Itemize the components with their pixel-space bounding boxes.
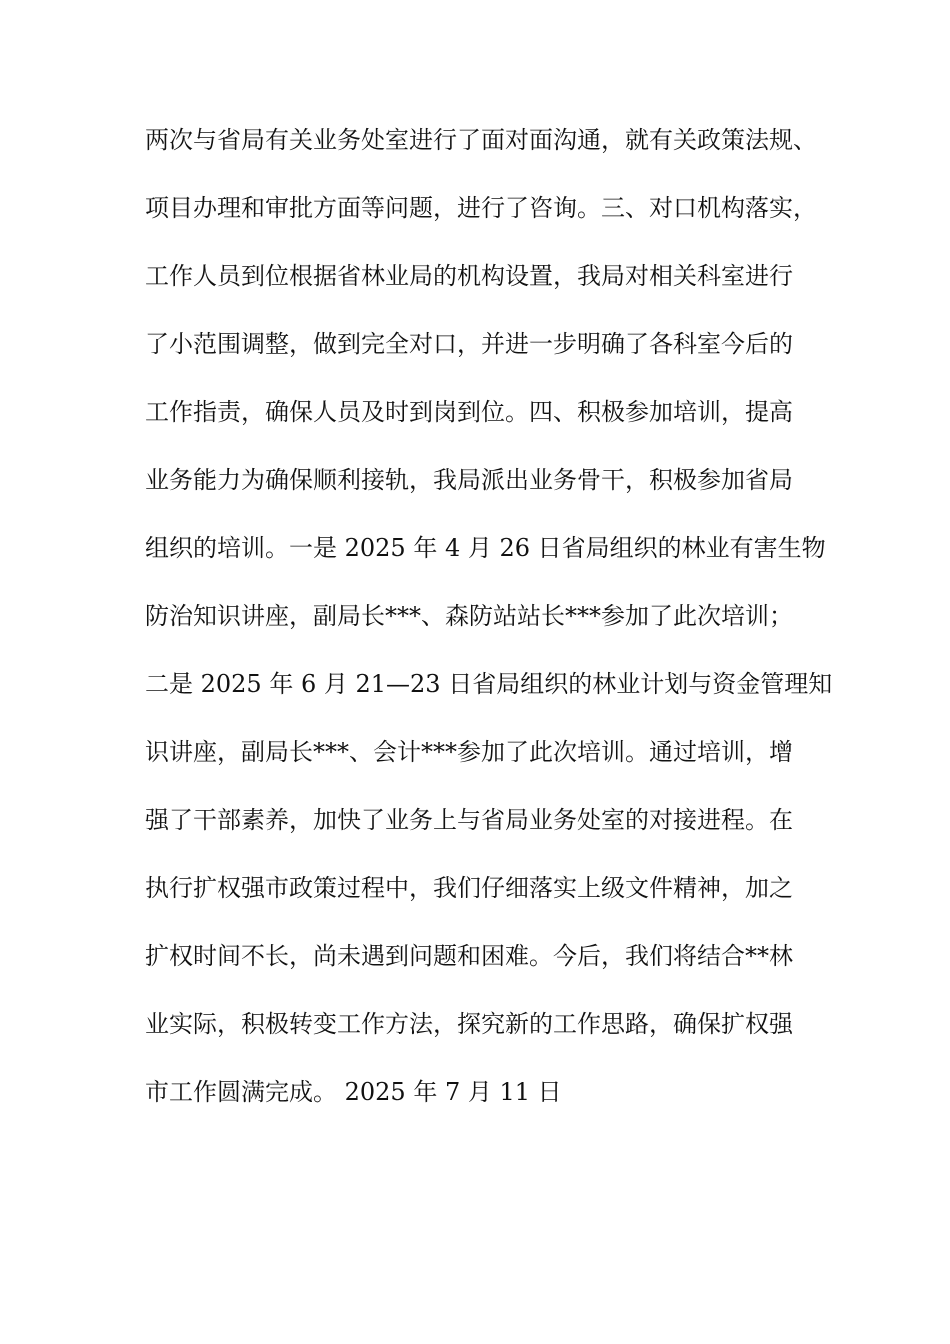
text-line: 两次与省局有关业务处室进行了面对面沟通，就有关政策法规、 <box>145 126 817 154</box>
text-line: 业务能力为确保顺利接轨，我局派出业务骨干，积极参加省局 <box>145 466 793 494</box>
text-line: 业实际，积极转变工作方法，探究新的工作思路，确保扩权强 <box>145 1010 793 1038</box>
text-line: 了小范围调整，做到完全对口，并进一步明确了各科室今后的 <box>145 330 793 358</box>
text-line: 二是 2025 年 6 月 21—23 日省局组织的林业计划与资金管理知 <box>145 670 833 698</box>
text-line: 工作指责，确保人员及时到岗到位。四、积极参加培训，提高 <box>145 398 793 426</box>
text-line: 工作人员到位根据省林业局的机构设置，我局对相关科室进行 <box>145 262 793 290</box>
text-line: 市工作圆满完成。 2025 年 7 月 11 日 <box>145 1078 562 1106</box>
text-line: 防治知识讲座，副局长***、森防站站长***参加了此次培训； <box>145 602 793 630</box>
body-text <box>145 126 833 1146</box>
text-line: 扩权时间不长，尚未遇到问题和困难。今后，我们将结合**林 <box>145 942 793 970</box>
text-line: 强了干部素养，加快了业务上与省局业务处室的对接进程。在 <box>145 806 793 834</box>
text-line: 组织的培训。一是 2025 年 4 月 26 日省局组织的林业有害生物 <box>145 534 826 562</box>
text-line: 识讲座，副局长***、会计***参加了此次培训。通过培训，增 <box>145 738 793 766</box>
text-line: 执行扩权强市政策过程中，我们仔细落实上级文件精神，加之 <box>145 874 793 902</box>
text-line: 项目办理和审批方面等问题，进行了咨询。三、对口机构落实， <box>145 194 817 222</box>
